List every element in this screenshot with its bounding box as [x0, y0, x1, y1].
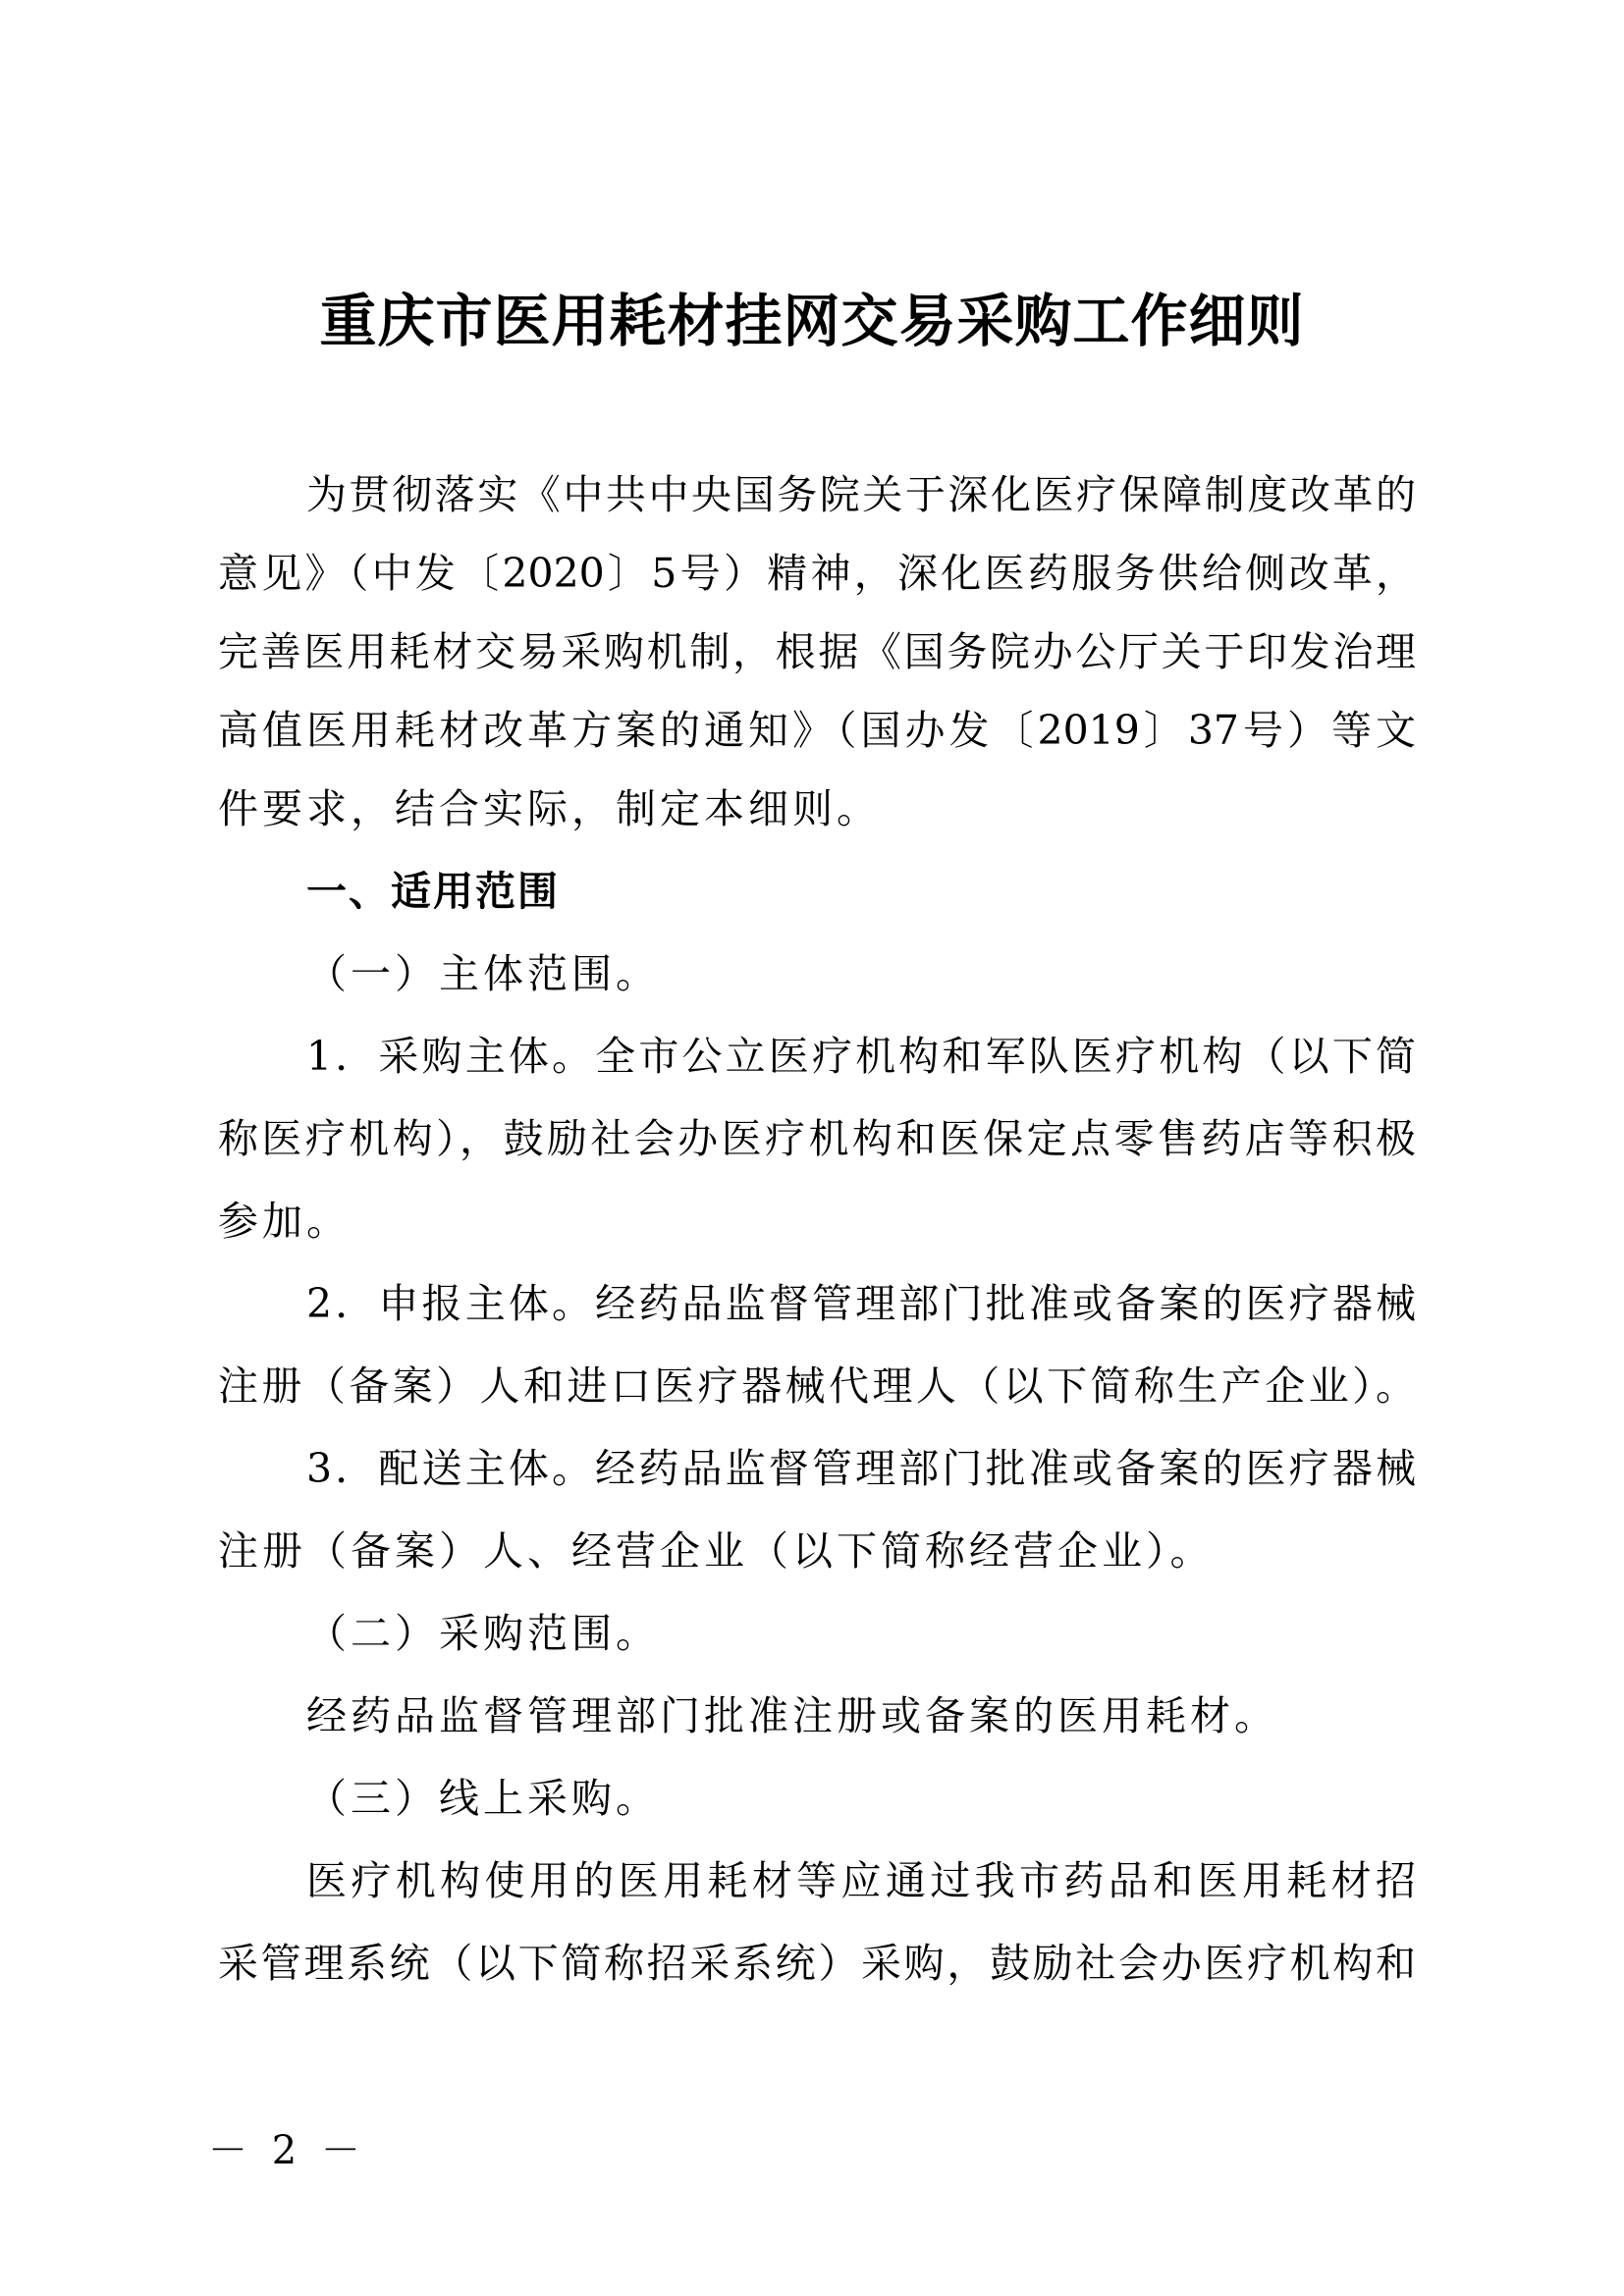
- paragraph-line: 为贯彻落实《中共中央国务院关于深化医疗保障制度改革的: [306, 471, 1416, 518]
- paragraph-line: 件要求，结合实际，制定本细则。: [218, 785, 881, 832]
- paragraph-line: 3．配送主体。经药品监督管理部门批准或备案的医疗器械: [306, 1445, 1416, 1492]
- paragraph-line: 注册（备案）人、经营企业（以下简称经营企业）。: [218, 1527, 1215, 1575]
- paragraph-line: 完善医用耗材交易采购机制，根据《国务院办公厅关于印发治理: [218, 628, 1416, 675]
- paragraph-line: 高值医用耗材改革方案的通知》（国办发〔2019〕37号）等文: [218, 707, 1416, 754]
- subsection-heading: （一）主体范围。: [306, 950, 660, 997]
- subsection-heading: （三）线上采购。: [306, 1775, 660, 1822]
- paragraph-line: 医疗机构使用的医用耗材等应通过我市药品和医用耗材招: [306, 1857, 1416, 1904]
- paragraph-line: 称医疗机构），鼓励社会办医疗机构和医保定点零售药店等积极: [218, 1115, 1416, 1162]
- paragraph-line: 经药品监督管理部门批准注册或备案的医用耗材。: [306, 1692, 1278, 1739]
- section-heading: 一、适用范围: [306, 868, 560, 915]
- page-number: － 2 －: [208, 2128, 366, 2173]
- subsection-heading: （二）采购范围。: [306, 1610, 660, 1657]
- paragraph-line: 意见》（中发〔2020〕5号）精神，深化医药服务供给侧改革，: [218, 550, 1416, 597]
- document-title: 重庆市医用耗材挂网交易采购工作细则: [319, 288, 1305, 354]
- paragraph-line: 采管理系统（以下简称招采系统）采购，鼓励社会办医疗机构和: [218, 1940, 1416, 1987]
- paragraph-line: 1．采购主体。全市公立医疗机构和军队医疗机构（以下简: [306, 1033, 1416, 1080]
- paragraph-line: 参加。: [218, 1198, 351, 1245]
- paragraph-line: 注册（备案）人和进口医疗器械代理人（以下简称生产企业）。: [218, 1362, 1416, 1410]
- paragraph-line: 2．申报主体。经药品监督管理部门批准或备案的医疗器械: [306, 1280, 1416, 1327]
